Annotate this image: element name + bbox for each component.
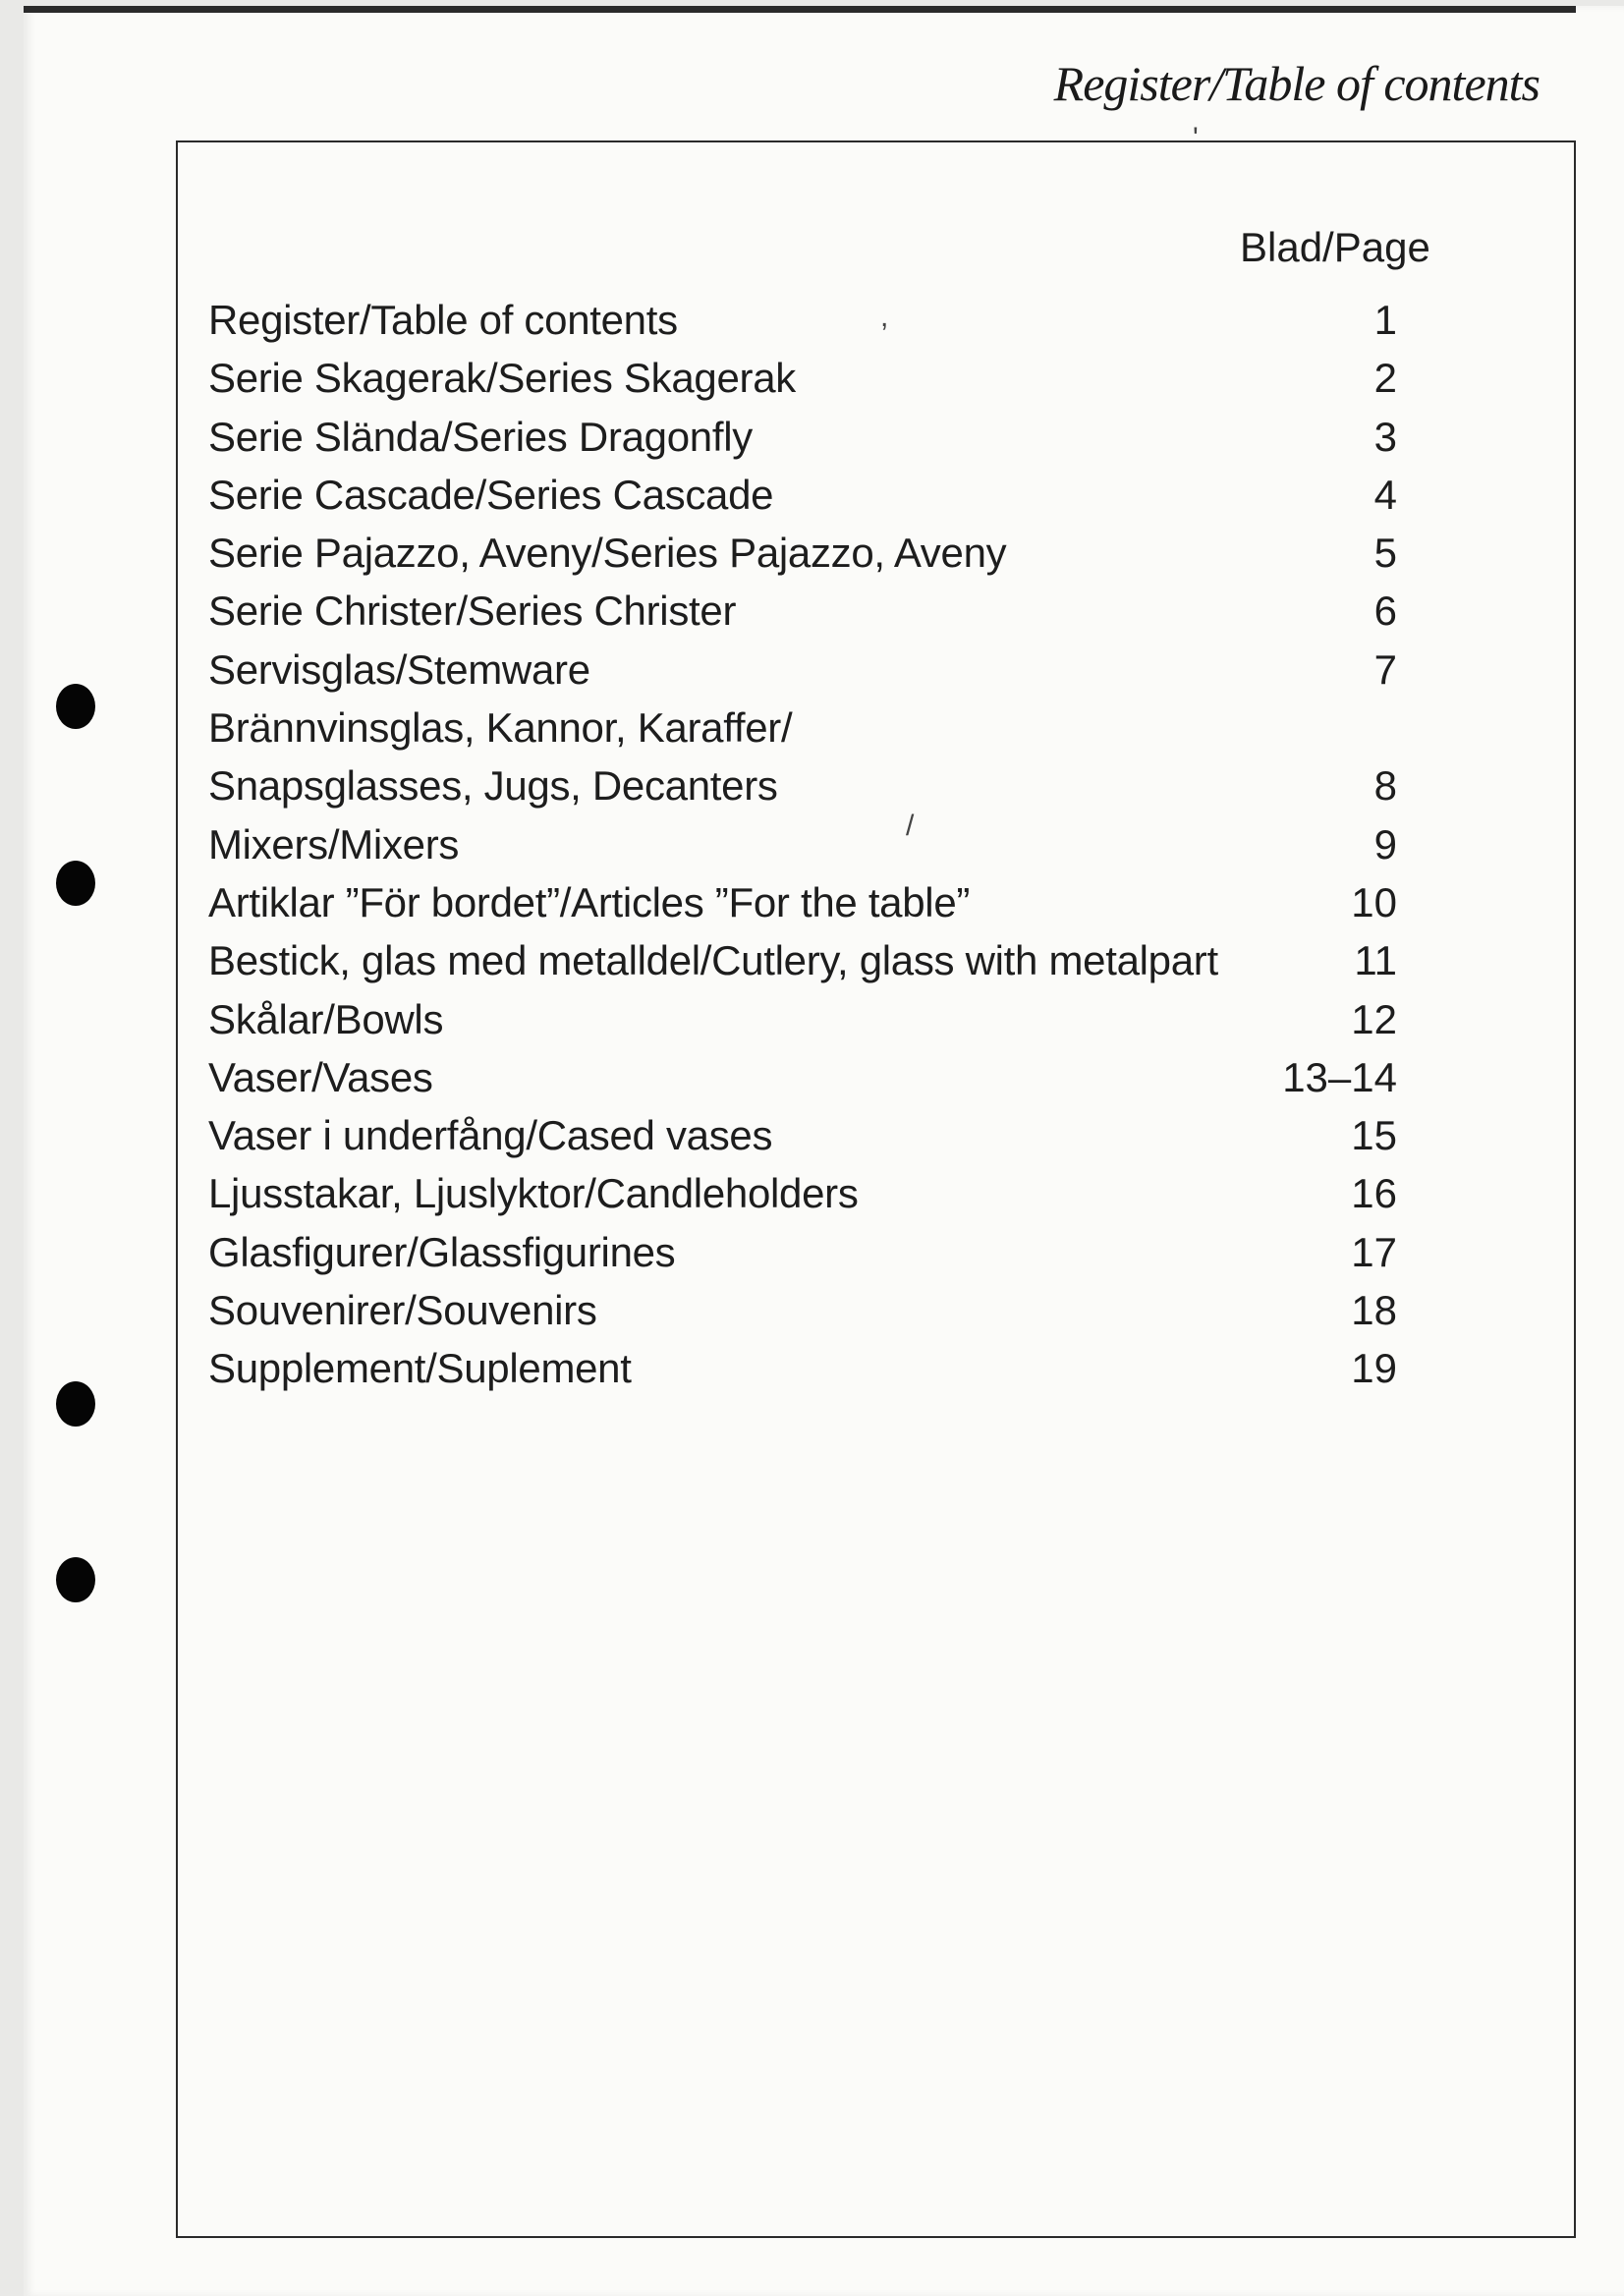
toc-entry-page: 17	[1351, 1228, 1397, 1275]
toc-entry-title: Mixers/Mixers	[208, 820, 460, 868]
table-of-contents	[208, 291, 1397, 1398]
toc-entry-page: 2	[1373, 355, 1397, 402]
document-page	[24, 6, 1624, 2296]
toc-entry-title: Souvenirer/Souvenirs	[208, 1287, 597, 1334]
toc-entry	[208, 582, 1397, 640]
toc-entry-title: Vaser i underfång/Cased vases	[208, 1112, 773, 1159]
toc-entry	[208, 1223, 1397, 1281]
toc-entry-page: 4	[1373, 471, 1397, 518]
page-column-label: Blad/Page	[1240, 224, 1430, 270]
page-top-edge	[24, 6, 1576, 13]
toc-entry-title: Serie Pajazzo, Aveny/Series Pajazzo, Aveny	[208, 530, 1007, 577]
toc-entry	[208, 873, 1397, 931]
toc-entry-page: 8	[1373, 762, 1397, 810]
page-header-title: Register/Table of contents	[1053, 56, 1540, 111]
toc-entry	[208, 524, 1397, 582]
toc-entry-page: 7	[1373, 645, 1397, 693]
toc-entry	[208, 1339, 1397, 1397]
toc-entry-page: 9	[1373, 820, 1397, 868]
punch-hole	[56, 1557, 95, 1602]
toc-entry-page: 11	[1354, 937, 1397, 984]
toc-entry-title: Brännvinsglas, Kannor, Karaffer/ Snapsglasses, Jugs, Decanters	[208, 704, 793, 810]
toc-entry-title: Supplement/Suplement	[208, 1345, 632, 1392]
punch-hole	[56, 684, 95, 729]
punch-hole	[56, 861, 95, 906]
scan-speck: /	[906, 810, 915, 842]
toc-entry	[208, 1048, 1397, 1106]
toc-entry-title: Serie Christer/Series Christer	[208, 588, 737, 635]
toc-entry-title: Vaser/Vases	[208, 1053, 433, 1100]
toc-entry-title: Register/Table of contents	[208, 297, 678, 343]
toc-entry-page: 19	[1351, 1345, 1397, 1392]
scan-speck: ,	[880, 301, 889, 333]
toc-entry-page: 5	[1373, 530, 1397, 577]
toc-entry-title: Bestick, glas med metalldel/Cutlery, glass with metalpart	[208, 937, 1218, 984]
toc-entry-title: Artiklar ”För bordet”/Articles ”For the table”	[208, 878, 971, 925]
toc-entry-page: 18	[1351, 1287, 1397, 1334]
toc-entry	[208, 1164, 1397, 1222]
scan-speck: '	[1193, 122, 1199, 154]
toc-entry	[208, 291, 1397, 349]
toc-entry-page: 16	[1351, 1170, 1397, 1217]
toc-entry-title: Skålar/Bowls	[208, 995, 444, 1042]
toc-entry-title: Glasfigurer/Glassfigurines	[208, 1228, 676, 1275]
toc-entry-title: Servisglas/Stemware	[208, 645, 590, 693]
toc-entry-page: 13–14	[1282, 1053, 1397, 1100]
punch-hole	[56, 1381, 95, 1427]
toc-entry	[208, 815, 1397, 873]
toc-entry	[208, 349, 1397, 407]
toc-entry	[208, 466, 1397, 524]
toc-entry	[208, 1281, 1397, 1339]
toc-entry-title: Ljusstakar, Ljuslyktor/Candleholders	[208, 1170, 859, 1217]
toc-entry	[208, 699, 1397, 815]
toc-entry	[208, 408, 1397, 466]
toc-entry	[208, 990, 1397, 1048]
toc-entry	[208, 931, 1397, 989]
toc-entry-page: 10	[1351, 878, 1397, 925]
toc-entry-page: 15	[1351, 1112, 1397, 1159]
toc-entry	[208, 641, 1397, 699]
toc-entry-page: 6	[1373, 588, 1397, 635]
toc-entry-page: 3	[1373, 413, 1397, 460]
toc-entry-title: Serie Skagerak/Series Skagerak	[208, 355, 796, 402]
toc-entry-page: 1	[1373, 297, 1397, 343]
toc-entry	[208, 1106, 1397, 1164]
toc-entry-page: 12	[1351, 995, 1397, 1042]
toc-entry-title: Serie Slända/Series Dragonfly	[208, 413, 753, 460]
toc-entry-title: Serie Cascade/Series Cascade	[208, 471, 774, 518]
